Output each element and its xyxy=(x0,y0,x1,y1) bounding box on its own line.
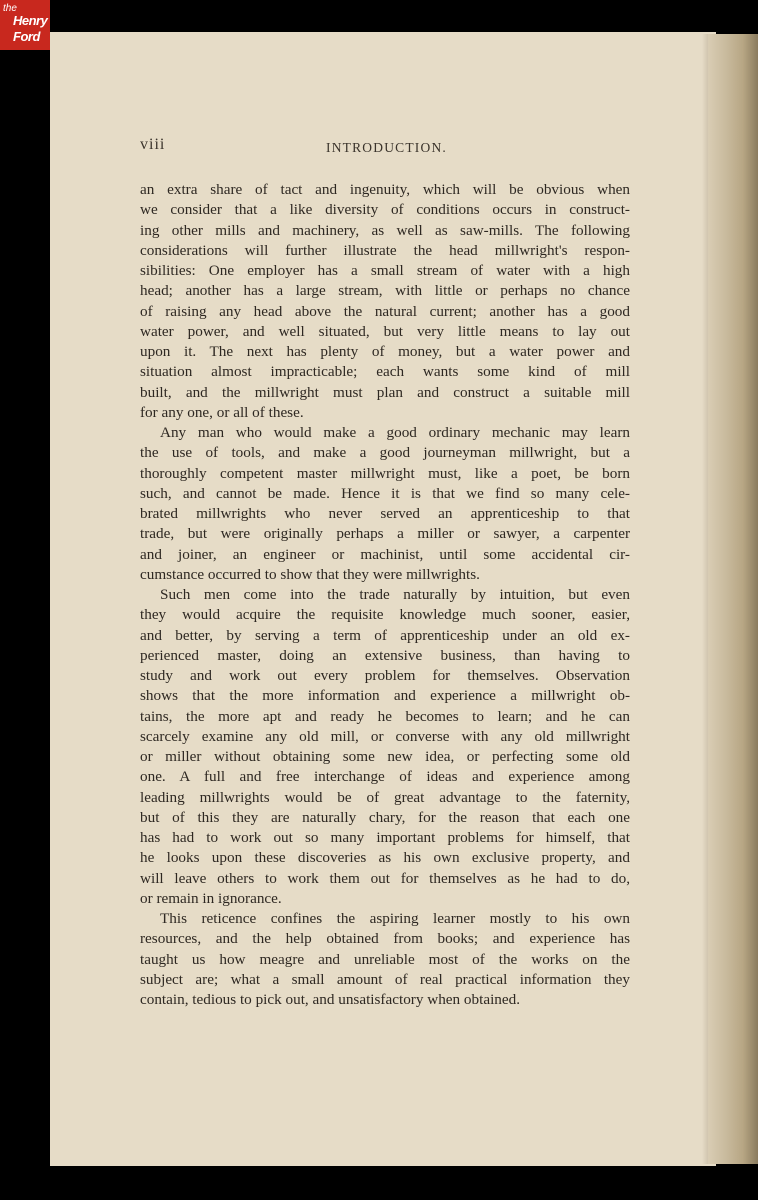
text-line: and better, by serving a term of apprenticeship under an old ex- xyxy=(140,626,630,644)
text-line: resources, and the help obtained from books; and experience has xyxy=(140,930,630,948)
text-line: ing other mills and machinery, as well as saw-mills. The following xyxy=(140,221,630,239)
text-line: he looks upon these discoveries as his own exclusive property, and xyxy=(140,849,630,867)
logo-line-1: Henry xyxy=(13,13,48,28)
text-line: one. A full and free interchange of ideas and experience among xyxy=(140,768,630,786)
text-line: and joiner, an engineer or machinist, until some accidental cir- xyxy=(140,545,630,563)
text-line: sibilities: One employer has a small stream of water with a high xyxy=(140,262,630,279)
text-line: of raising any head above the natural current; another has a good xyxy=(140,302,630,320)
text-line: This reticence confines the aspiring learner mostly to his own xyxy=(160,910,630,927)
body-text xyxy=(140,180,630,1010)
text-line: study and work out every problem for themselves. Observation xyxy=(140,667,630,684)
text-line: we consider that a like diversity of conditions occurs in construct- xyxy=(140,201,630,219)
text-line: perienced master, doing an extensive business, than having to xyxy=(140,646,630,664)
logo-line-2: Ford xyxy=(13,29,40,44)
text-line: leading millwrights would be of great advantage to the faternity, xyxy=(140,788,630,806)
text-line: thoroughly competent master millwright must, like a poet, be born xyxy=(140,464,630,482)
text-line: taught us how meagre and unreliable most of the works on the xyxy=(140,950,630,968)
text-line: Any man who would make a good ordinary mechanic may learn xyxy=(160,424,630,441)
text-line: brated millwrights who never served an apprenticeship to that xyxy=(140,505,630,522)
text-line: or miller without obtaining some new idea, or perfecting some old xyxy=(140,748,630,765)
text-line: head; another has a large stream, with little or perhaps no chance xyxy=(140,282,630,300)
text-line: scarcely examine any old mill, or converse with any old millwright xyxy=(140,727,630,745)
text-line: Such men come into the trade naturally by intuition, but even xyxy=(160,586,630,603)
text-line: trade, but were originally perhaps a miller or sawyer, a carpenter xyxy=(140,525,630,543)
text-line: the use of tools, and make a good journeyman millwright, but a xyxy=(140,444,630,462)
text-line: subject are; what a small amount of real practical information they xyxy=(140,970,630,988)
running-head: INTRODUCTION. xyxy=(326,140,447,155)
page-number: viii xyxy=(140,136,166,153)
text-line: shows that the more information and experience a millwright ob- xyxy=(140,687,630,705)
text-line: contain, tedious to pick out, and unsatisfactory when obtained. xyxy=(140,991,521,1008)
text-line: or remain in ignorance. xyxy=(140,889,282,907)
text-line: for any one, or all of these. xyxy=(140,403,304,421)
logo-small-text: the xyxy=(3,3,17,14)
text-line: water power, and well situated, but very little means to lay out xyxy=(140,322,630,340)
text-line: will leave others to work them out for themselves as he had to do, xyxy=(140,869,630,887)
text-line: they would acquire the requisite knowledge much sooner, easier, xyxy=(140,606,630,624)
page-edge xyxy=(708,34,758,1164)
text-line: but of this they are naturally chary, for the reason that each one xyxy=(140,808,630,826)
text-line: tains, the more apt and ready he becomes to learn; and he can xyxy=(140,707,630,725)
text-line: such, and cannot be made. Hence it is that we find so many cele- xyxy=(140,484,630,502)
text-line: built, and the millwright must plan and construct a suitable mill xyxy=(140,383,630,401)
henry-ford-logo xyxy=(0,0,50,50)
text-line: upon it. The next has plenty of money, but a water power and xyxy=(140,343,630,360)
text-line: situation almost impracticable; each wants some kind of mill xyxy=(140,363,630,381)
text-line: an extra share of tact and ingenuity, which will be obvious when xyxy=(140,181,630,198)
text-line: considerations will further illustrate the head millwright's respon- xyxy=(140,241,630,259)
text-line: cumstance occurred to show that they were millwrights. xyxy=(140,565,480,583)
text-line: has had to work out so many important problems for himself, that xyxy=(140,829,630,846)
